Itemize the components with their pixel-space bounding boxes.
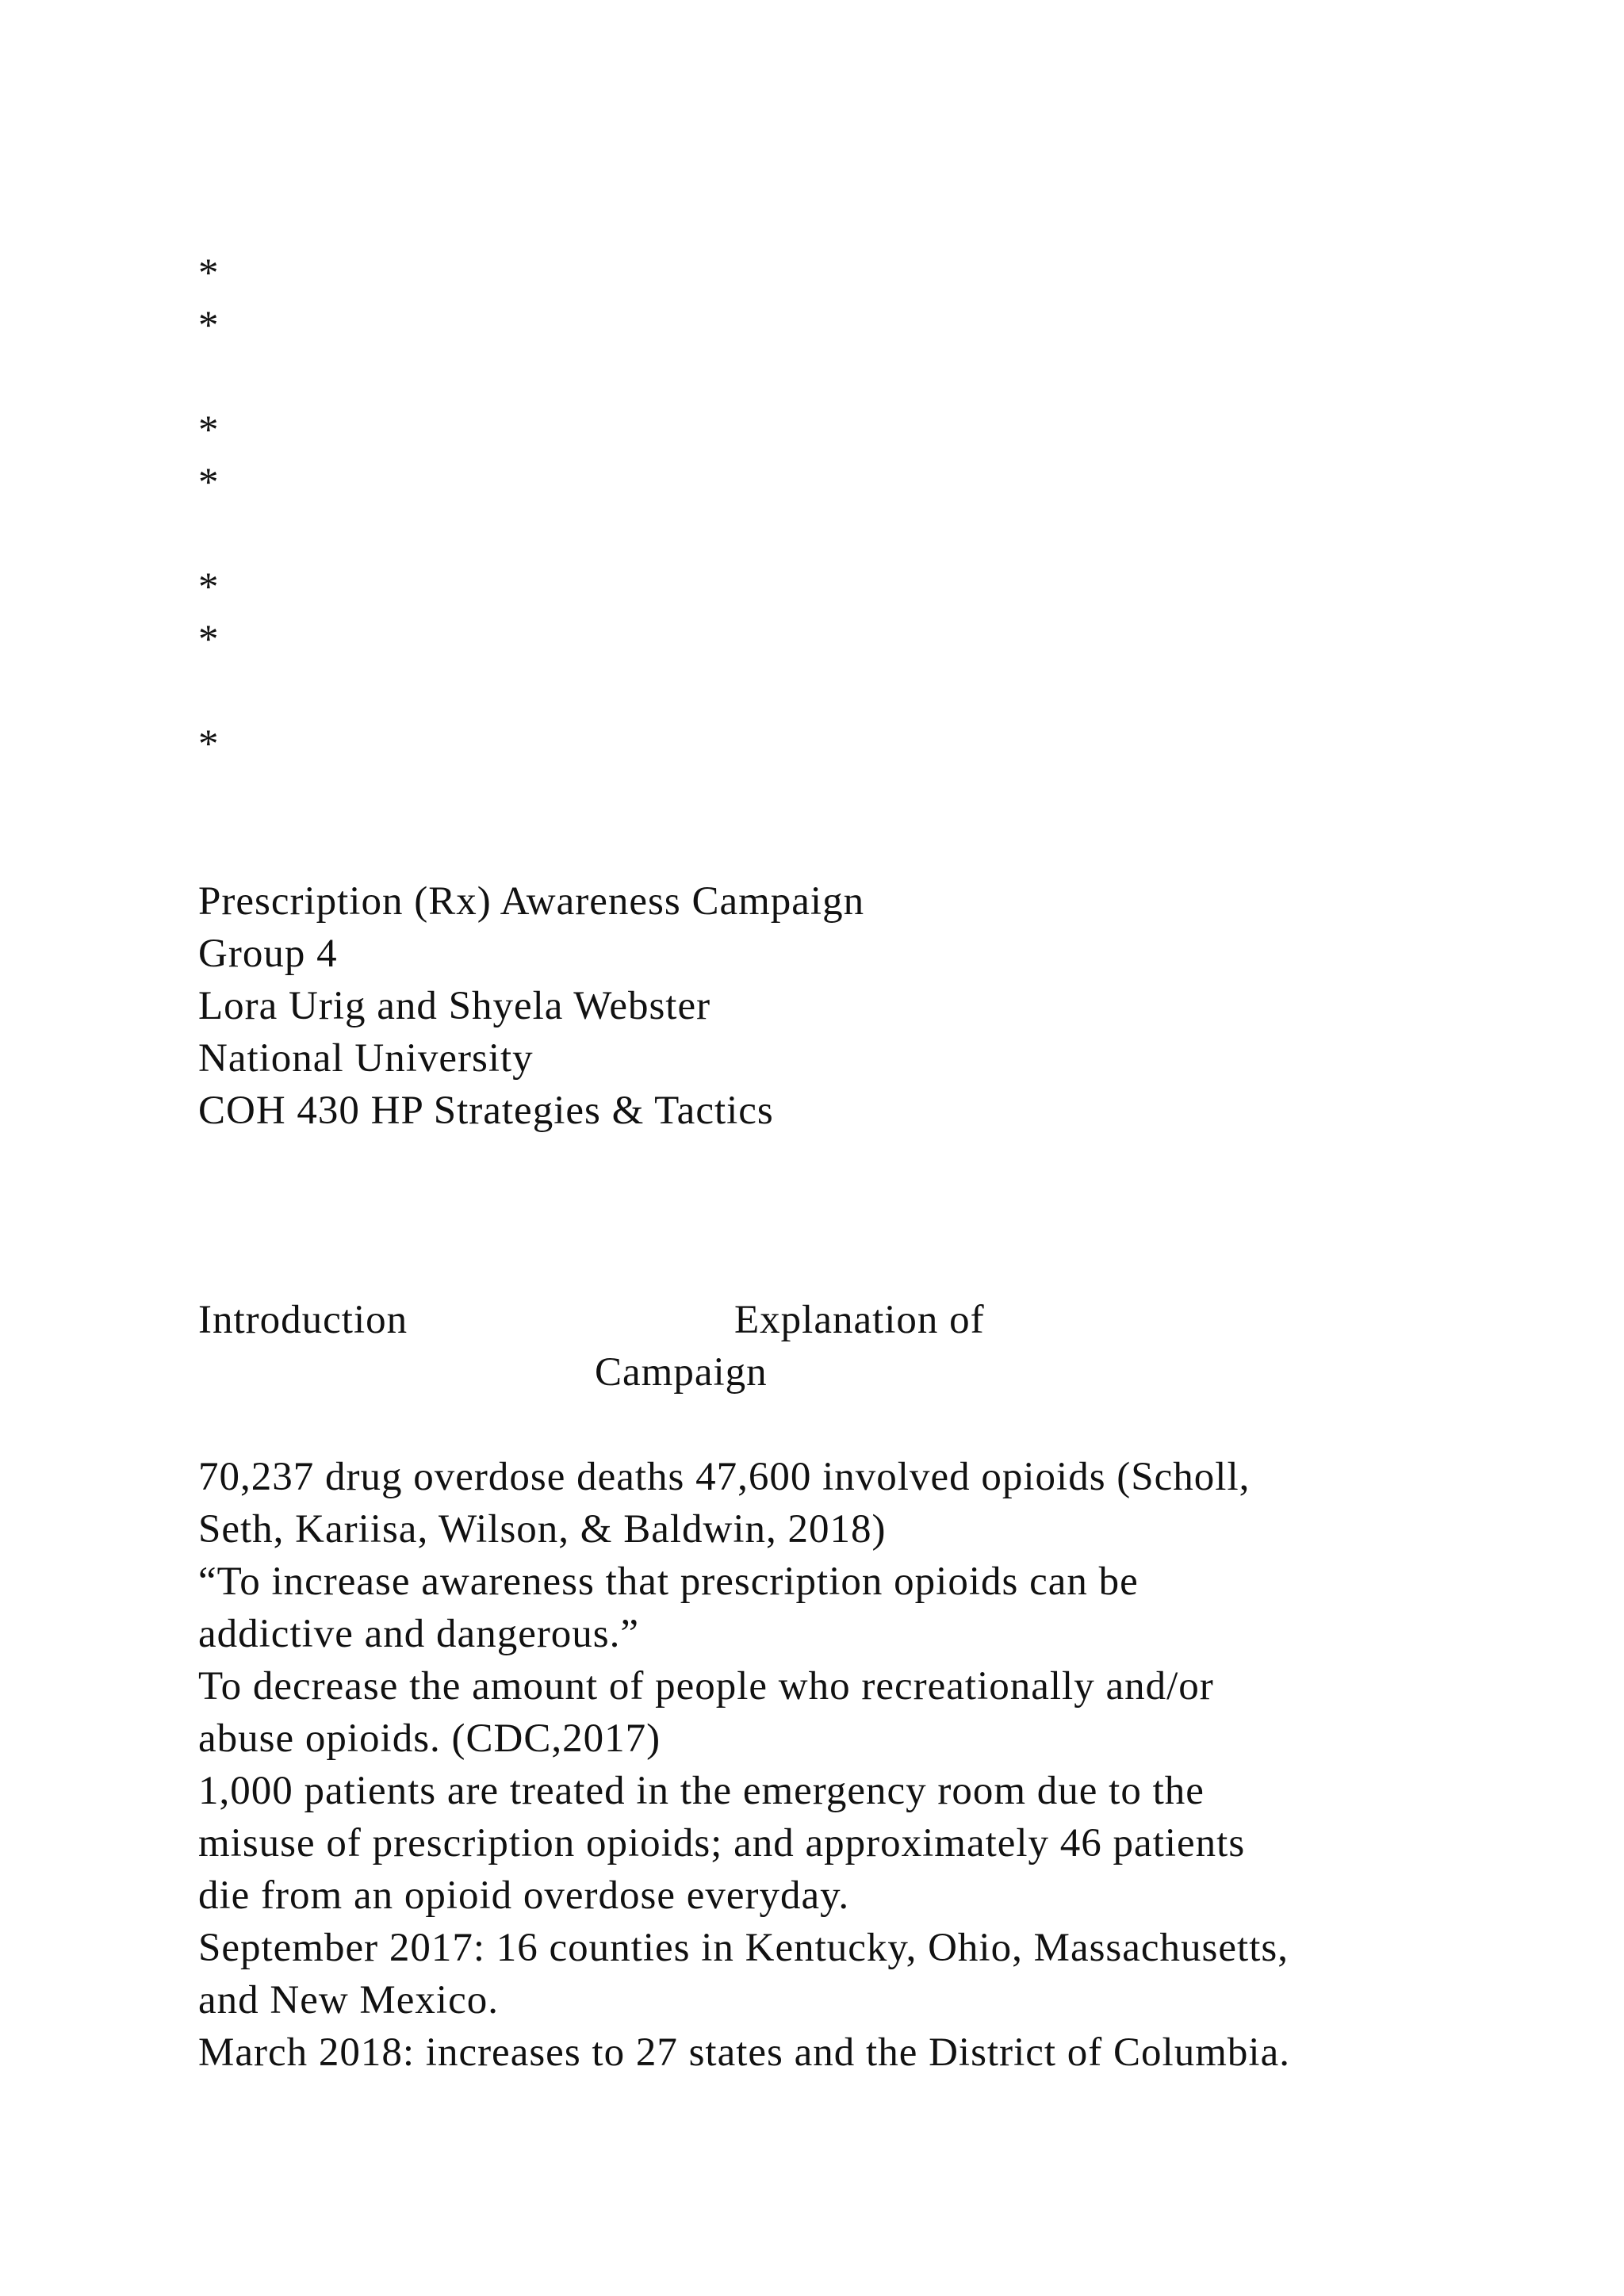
body-line: March 2018: increases to 27 states and the District of Columbia. (198, 2030, 1290, 2075)
body-line: Seth, Kariisa, Wilson, & Baldwin, 2018) (198, 1507, 887, 1552)
heading-explanation: Explanation of (734, 1298, 985, 1342)
body-line: September 2017: 16 counties in Kentucky, Ohio, Massachusetts, (198, 1926, 1289, 1970)
body-line: 1,000 patients are treated in the emergency room due to the (198, 1769, 1205, 1813)
institution: National University (198, 1036, 534, 1081)
authors: Lora Urig and Shyela Webster (198, 984, 711, 1028)
asterisk-marker: * (198, 251, 219, 296)
asterisk-marker: * (198, 461, 219, 505)
heading-campaign: Campaign (595, 1350, 768, 1395)
asterisk-marker: * (198, 565, 219, 610)
asterisk-marker: * (198, 618, 219, 662)
course-name: COH 430 HP Strategies & Tactics (198, 1089, 774, 1133)
group-label: Group 4 (198, 932, 338, 976)
body-line: addictive and dangerous.” (198, 1612, 640, 1656)
body-line: and New Mexico. (198, 1978, 499, 2022)
asterisk-marker: * (198, 304, 219, 348)
body-line: die from an opioid overdose everyday. (198, 1873, 850, 1918)
body-line: misuse of prescription opioids; and approximately 46 patients (198, 1821, 1246, 1866)
body-line: To decrease the amount of people who recreationally and/or (198, 1664, 1214, 1709)
heading-introduction: Introduction (198, 1298, 408, 1342)
body-line: abuse opioids. (CDC,2017) (198, 1716, 661, 1761)
asterisk-marker: * (198, 722, 219, 767)
body-line: 70,237 drug overdose deaths 47,600 involved opioids (Scholl, (198, 1455, 1251, 1499)
body-line: “To increase awareness that prescription opioids can be (198, 1559, 1139, 1604)
asterisk-marker: * (198, 408, 219, 453)
document-title: Prescription (Rx) Awareness Campaign (198, 879, 865, 924)
